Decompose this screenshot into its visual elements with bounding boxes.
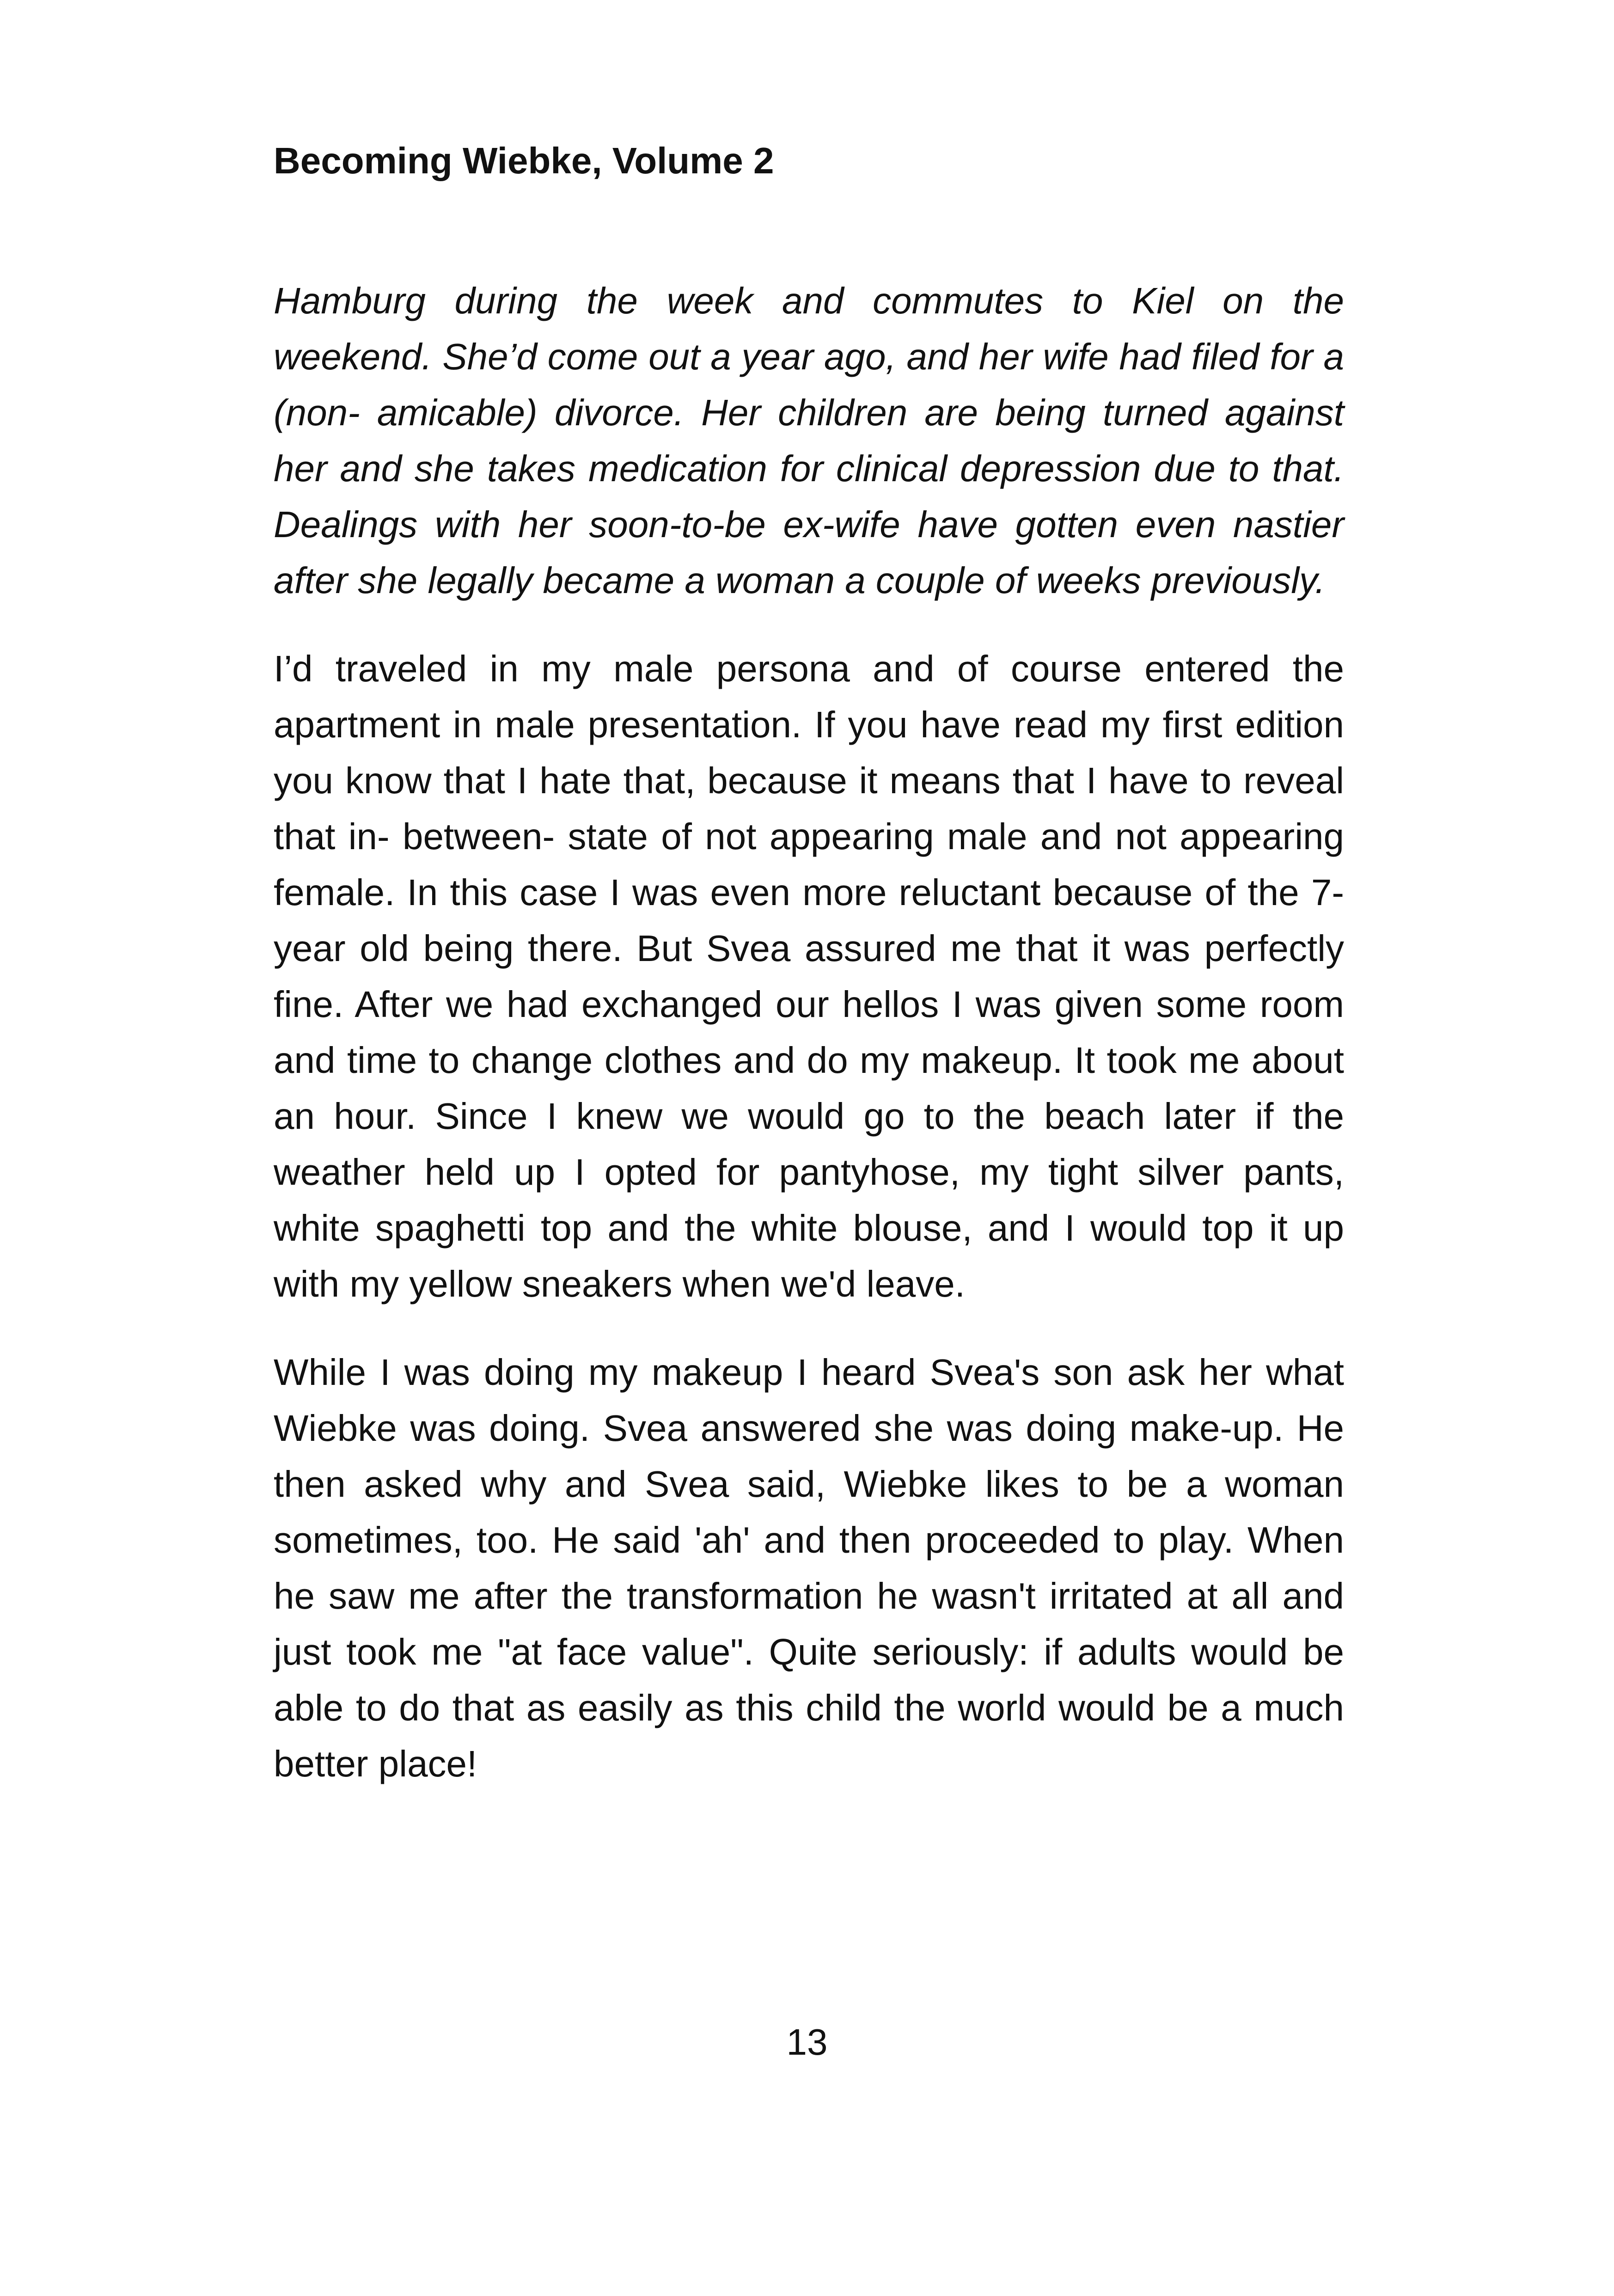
page-number: 13 [786, 2021, 828, 2063]
paragraph-arrival: I’d traveled in my male persona and of course entered the apartment in male presentation. If you have read my first edition you know that I hate that, because it means that I have to reveal that in- between- state of not appearing male and not appearing female. In this case I was even more reluctant because of the 7-year old being there. But Svea assured me that it was perfectly fine. After we had exchanged our hellos I was given some room and time to change clothes and do my makeup. It took me about an hour. Since I knew we would go to the beach later if the weather held up I opted for pantyhose, my tight silver pants, white spaghetti top and the white blouse, and I would top it up with my yellow sneakers when we'd leave. [274, 648, 1344, 1304]
paragraph-italic-continuation: Hamburg during the week and commutes to Kiel on the weekend. She’d come out a year ago, and her wife had filed for a (non- amicable) divorce. Her children are being turned against her and she takes medication for clinical depression due to that. Dealings with her soon-to-be ex-wife have gotten even nastier after she legally became a woman a couple of weeks previously. [274, 280, 1344, 601]
running-header-title: Becoming Wiebke, Volume 2 [274, 140, 774, 181]
body-text [274, 273, 1344, 1824]
paragraph-makeup: While I was doing my makeup I heard Svea's son ask her what Wiebke was doing. Svea answered she was doing make-up. He then asked why and Svea said, Wiebke likes to be a woman sometimes, too. He said 'ah' and then proceeded to play. When he saw me after the transformation he wasn't irritated at all and just took me "at face value". Quite seriously: if adults would be able to do that as easily as this child the world would be a much better place! [274, 1352, 1344, 1784]
